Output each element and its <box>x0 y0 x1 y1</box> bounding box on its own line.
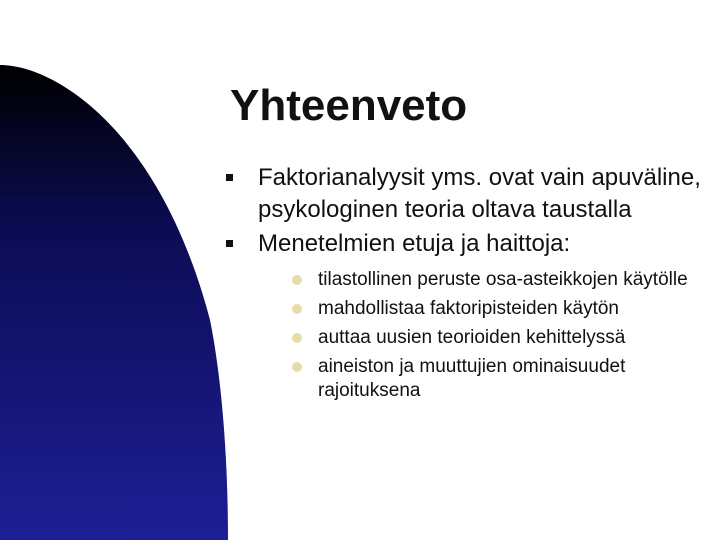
bullet-item <box>226 162 706 226</box>
sub-bullet-text: auttaa uusien teorioiden kehittelyssä <box>318 327 626 348</box>
sub-bullet-text: tilastollinen peruste osa-asteikkojen käytölle <box>318 269 688 290</box>
bullet-text: Faktorianalyysit yms. ovat vain apuväline, psykologinen teoria oltava taustalla <box>258 164 701 223</box>
slide-title: Yhteenveto <box>230 81 468 130</box>
decorative-blue-curve <box>0 0 230 540</box>
sub-bullet-item <box>290 268 706 292</box>
square-bullet-icon <box>226 240 233 247</box>
circle-bullet-icon <box>292 304 302 314</box>
bullet-list <box>226 162 706 408</box>
bullet-text: Menetelmien etuja ja haittoja: <box>258 230 571 257</box>
circle-bullet-icon <box>292 275 302 285</box>
sub-bullet-item <box>290 326 706 350</box>
sub-bullet-text: mahdollistaa faktoripisteiden käytön <box>318 298 620 319</box>
square-bullet-icon <box>226 174 233 181</box>
sub-bullet-item <box>290 355 706 403</box>
sub-bullet-list <box>258 268 706 403</box>
bullet-item <box>226 228 706 403</box>
circle-bullet-icon <box>292 333 302 343</box>
circle-bullet-icon <box>292 362 302 372</box>
sub-bullet-item <box>290 297 706 321</box>
sub-bullet-text: aineiston ja muuttujien ominaisuudet rajoituksena <box>318 356 626 401</box>
